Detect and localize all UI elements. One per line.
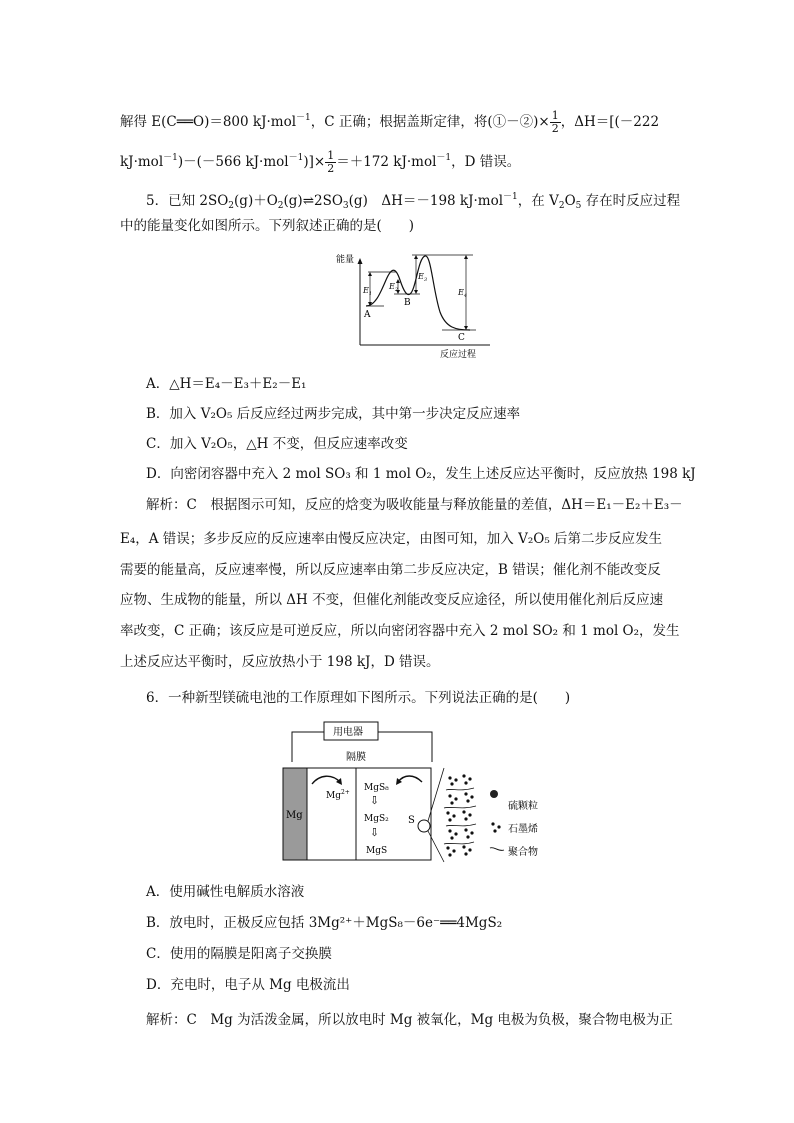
- down-arrow: ⇩: [370, 794, 380, 807]
- battery-diagram: [280, 716, 570, 866]
- q5-answer-line-5: 率改变，C 正确；该反应是可逆反应，所以向密闭容器中充入 2 mol SO₂ 和 1 mol O₂，发生: [120, 623, 680, 639]
- text: ，在 V: [517, 193, 559, 209]
- q5-answer-line-4: 应物、生成物的能量，所以 ΔH 不变，但催化剂能改变反应途径，所以使用催化剂后反应速: [120, 592, 664, 608]
- species-mgs8: MgS₈: [364, 783, 389, 793]
- q5-option-a: A．△H＝E₄－E₃＋E₂－E₁: [146, 376, 307, 392]
- text: ＝＋172 kJ·mol: [336, 154, 437, 170]
- q6-answer-line-1: 解析：C Mg 为活泼金属，所以放电时 Mg 被氧化，Mg 电极为负极，聚合物电极为正: [146, 1012, 673, 1028]
- label-e2: $E_2$: [389, 282, 399, 293]
- legend-particle: [490, 790, 498, 798]
- q6-option-c: C．使用的隔膜是阳离子交换膜: [146, 946, 332, 962]
- superscript: －1: [503, 192, 518, 202]
- equilibrium-arrow: ⇌: [302, 193, 315, 209]
- y-axis-arrow: [358, 258, 363, 264]
- fraction-half: [325, 150, 336, 175]
- text: 解得 E(C══O)＝800 kJ·mol: [120, 114, 297, 130]
- energy-curve: [366, 256, 470, 330]
- load-label: 用电器: [333, 727, 363, 738]
- subscript: 2: [558, 201, 565, 211]
- subscript: 5: [575, 201, 582, 211]
- text: ，ΔH＝[(－222: [560, 114, 660, 130]
- numerator: 1: [551, 109, 559, 122]
- legend-polymer-icon: [490, 848, 504, 851]
- denominator: 2: [551, 122, 559, 135]
- down-arrow: ⇩: [370, 826, 380, 839]
- q5-answer-line-2: E₄，A 错误；多步反应的反应速率由慢反应决定，由图可知，加入 V₂O₅ 后第二步反应发生: [120, 531, 663, 547]
- q5-option-b: B．加入 V₂O₅ 后反应经过两步完成，其中第一步决定反应速率: [146, 406, 521, 422]
- q5-answer-line-6: 上述反应达平衡时，反应放热小于 198 kJ，D 错误。: [120, 654, 440, 670]
- zoom-circle: [418, 820, 430, 832]
- species-mgs: MgS: [366, 846, 388, 856]
- legend-sulfur: 硫颗粒: [508, 801, 538, 812]
- prev-answer-line-1: [120, 108, 680, 135]
- fraction-half: [550, 110, 561, 135]
- numerator: 1: [327, 149, 335, 162]
- sulfur-label: S: [408, 815, 415, 826]
- membrane-label: 隔膜: [346, 752, 366, 763]
- denominator: 2: [327, 162, 335, 175]
- text: O: [564, 193, 576, 209]
- q6-option-a: A．使用碱性电解质水溶液: [146, 884, 305, 900]
- superscript: －1: [296, 113, 311, 123]
- q5-stem-line-1: [146, 187, 706, 216]
- q5-stem-line-2: 中的能量变化如图所示。下列叙述正确的是( ): [120, 218, 415, 234]
- text: 5．已知 2SO: [146, 193, 229, 209]
- q5-answer-line-3: 需要的能量高，反应速率慢，所以反应速率由第二步反应决定，B 错误；催化剂不能改变反: [120, 562, 661, 578]
- text: 存在时反应过程: [581, 193, 681, 209]
- label-e1: $E_1$: [363, 286, 373, 297]
- legend-polymer: 聚合物: [508, 847, 538, 858]
- subscript: 3: [342, 201, 349, 211]
- arrow-head: [414, 255, 418, 259]
- species-mgs2: MgS₂: [364, 814, 389, 824]
- text: )]×: [303, 154, 326, 170]
- point-c: C: [458, 333, 465, 343]
- mg-ion-label: $Mg^{2+}$: [326, 789, 350, 801]
- text: )－(－566 kJ·mol: [177, 154, 289, 170]
- q5-option-c: C．加入 V₂O₅，△H 不变，但反应速率改变: [146, 436, 408, 452]
- text: 2SO: [314, 193, 343, 209]
- q6-option-d: D．充电时，电子从 Mg 电极流出: [146, 977, 350, 993]
- text: (g) ΔH＝－198 kJ·mol: [348, 193, 504, 209]
- mg-label: Mg: [286, 810, 303, 821]
- text: kJ·mol: [120, 154, 164, 170]
- superscript: －1: [163, 153, 178, 163]
- text: (g): [283, 193, 303, 209]
- legend-graphene-icon: [491, 822, 500, 832]
- q5-answer-line-1: 解析：C 根据图示可知，反应的焓变为吸收能量与释放能量的差值，ΔH＝E₁－E₂＋E₃－: [146, 497, 683, 513]
- text: ，D 错误。: [451, 154, 521, 170]
- prev-answer-line-2: [120, 148, 680, 175]
- particle-cluster: [446, 774, 473, 856]
- q6-stem: 6．一种新型镁硫电池的工作原理如下图所示。下列说法正确的是( ): [146, 690, 571, 706]
- point-a: A: [364, 310, 371, 320]
- legend-graphene: 石墨烯: [508, 824, 538, 835]
- text: ，C 正确；根据盖斯定律，将(①－②)×: [310, 114, 550, 130]
- superscript: －1: [288, 153, 304, 163]
- q5-option-d: D．向密闭容器中充入 2 mol SO₃ 和 1 mol O₂，发生上述反应达平衡时，反应放热 198 kJ: [146, 466, 696, 482]
- arrow-head: [464, 255, 468, 259]
- y-axis-label: 能量: [336, 255, 355, 265]
- text: (g)＋O: [234, 193, 278, 209]
- label-e3: $E_3$: [418, 272, 428, 283]
- arrow-head: [368, 272, 372, 276]
- energy-diagram: [330, 250, 500, 362]
- x-axis-label: 反应过程: [440, 350, 477, 360]
- point-b: B: [404, 298, 411, 308]
- label-e4: $E_4$: [458, 288, 468, 299]
- q6-option-b: B．放电时，正极反应包括 3Mg²⁺＋MgS₈－6e⁻══4MgS₂: [146, 915, 503, 931]
- subscript: 2: [277, 201, 284, 211]
- superscript: －1: [436, 153, 452, 163]
- arrow-head: [414, 290, 418, 294]
- subscript: 2: [228, 201, 235, 211]
